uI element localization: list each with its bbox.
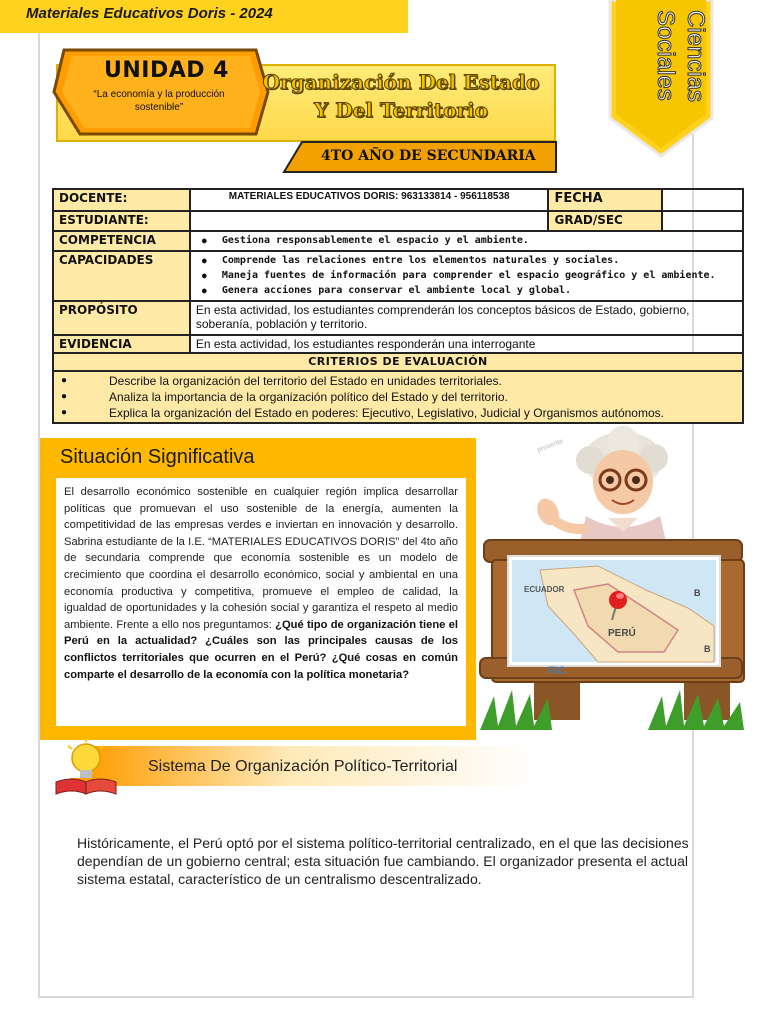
subject-label: Ciencias Sociales <box>652 10 709 103</box>
fecha-label: FECHA <box>548 189 662 211</box>
situacion-title: Situación Significativa <box>60 446 255 468</box>
estudiante-field[interactable] <box>190 211 549 231</box>
competencia-item: ● Gestiona responsablemente el espacio y el ambiente. <box>196 233 737 248</box>
map-label-b2: B <box>704 644 711 654</box>
docente-value: MATERIALES EDUCATIVOS DORIS: 963133814 - 956118538 <box>190 189 549 211</box>
estudiante-label: ESTUDIANTE: <box>53 211 190 231</box>
top-banner <box>0 0 408 33</box>
unit-subtitle: “La economía y la producción sostenible” <box>93 89 225 113</box>
map-label-ocean: FIC <box>548 665 566 677</box>
banner-text: Materiales Educativos Doris - 2024 <box>26 5 273 22</box>
situacion-body: El desarrollo económico sostenible en cualquier región implica desarrollar políticas que promuevan el uso sostenible de la energía, aumenten la competitividad de las empresas verdes e inviertan en innovación y desarrollo. Sabrina estudiante de la I.E. “MATERIALES EDUCATIVOS DORIS” del 4to año de secundaria comprende que economía sostenible es un modelo de crecimiento que coordina el desarrollo económico, social y ambiental en una economía productiva y competitiva, promueve el empleo de calidad, la igualdad de oportunidades y la cohesión social y garantiza el respeto al medio ambiente. Frente a ello nos preguntamos: <box>64 486 458 631</box>
map-peru <box>512 560 716 677</box>
fecha-field[interactable] <box>662 189 743 211</box>
situacion-box <box>40 438 476 740</box>
competencia-label: COMPETENCIA <box>53 231 190 251</box>
situacion-content <box>56 478 466 726</box>
criterio-item: ● Explica la organización del Estado en poderes: Ejecutivo, Legislativo, Judicial y Organismos autónomos. <box>59 405 737 421</box>
capacidad-item: ● Genera acciones para conservar el ambiente local y global. <box>196 283 737 298</box>
competencia-cell <box>190 231 743 251</box>
info-table <box>52 188 744 424</box>
map-label-b: B <box>694 588 701 598</box>
gradsec-label: GRAD/SEC <box>548 211 662 231</box>
header <box>46 46 558 180</box>
capacidades-label: CAPACIDADES <box>53 251 190 301</box>
teacher-map-illustration <box>478 420 768 740</box>
docente-label: DOCENTE: <box>53 189 190 211</box>
situacion-paragraph <box>64 484 458 683</box>
gradsec-field[interactable] <box>662 211 743 231</box>
main-title <box>246 68 556 124</box>
grade-label: 4TO AÑO DE SECUNDARIA <box>321 148 536 164</box>
proposito-label: PROPÓSITO <box>53 301 190 335</box>
section-body: Históricamente, el Perú optó por el sistema político-territorial centralizado, en el que las decisiones dependían de un gobierno central; esta situación fue cambiando. El organizador presenta el actual sistema estatal, característico de un centralismo descentralizado. <box>77 835 689 887</box>
evidencia-value: En esta actividad, los estudiantes responderán una interrogante <box>190 335 743 353</box>
capacidades-cell <box>190 251 743 301</box>
criterios-cell <box>53 371 743 423</box>
capacidad-item: ● Maneja fuentes de información para comprender el espacio geográfico y el ambiente. <box>196 268 737 283</box>
main-title-line1: Organización Del Estado <box>262 70 540 94</box>
evidencia-label: EVIDENCIA <box>53 335 190 353</box>
criterio-item: ● Describe la organización del territorio del Estado en unidades territoriales. <box>59 373 737 389</box>
proposito-value: En esta actividad, los estudiantes comprenderán los conceptos básicos de Estado, gobierno, soberanía, población y territorio. <box>190 301 743 335</box>
situacion-questions: ¿Qué tipo de organización tiene el Perú en la actualidad? ¿Cuáles son las principales causas de los conflictos territoriales que ocurren en el Perú? ¿Qué cosas en común comparte el desarrollo de la economía con la política monetaria? <box>64 618 458 681</box>
map-label-peru: PERÚ <box>608 628 636 639</box>
signage-faint-text: presente <box>536 437 565 454</box>
map-label-ecuador: ECUADOR <box>524 585 565 594</box>
unit-title: UNIDAD 4 <box>104 58 229 83</box>
criterios-heading: CRITERIOS DE EVALUACIÓN <box>53 353 743 371</box>
section-title: Sistema De Organización Político-Territorial <box>148 758 458 775</box>
capacidad-item: ● Comprende las relaciones entre los elementos naturales y sociales. <box>196 253 737 268</box>
subject-ribbon <box>608 0 714 158</box>
criterio-item: ● Analiza la importancia de la organización político del Estado y del territorio. <box>59 389 737 405</box>
main-title-line2: Y Del Territorio <box>314 98 488 122</box>
